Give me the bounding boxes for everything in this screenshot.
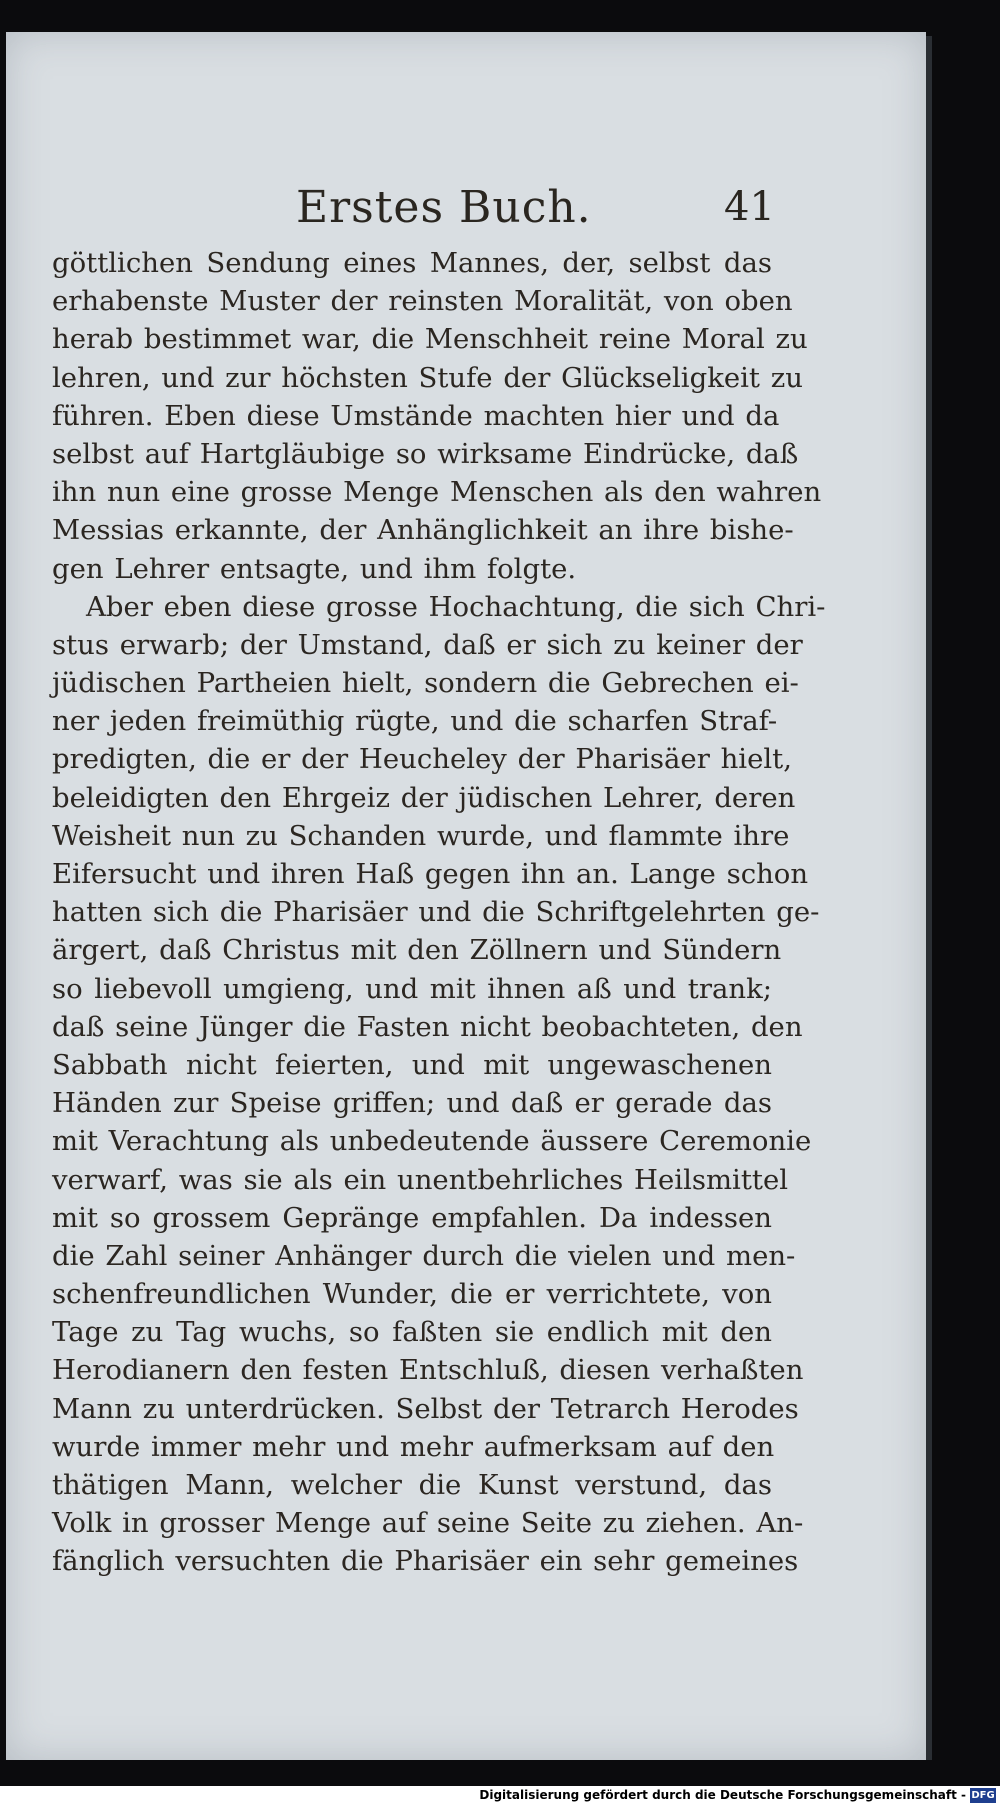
- text-line: predigten, die er der Heucheley der Pharisäer hielt,: [52, 743, 792, 776]
- text-line: göttlichen Sendung eines Mannes, der, selbst das: [52, 247, 772, 279]
- running-title: Erstes Buch.: [296, 182, 592, 233]
- text-line: gen Lehrer entsagte, und ihm folgte.: [52, 552, 577, 585]
- text-line: mit Verachtung als unbedeutende äussere Ceremonie: [52, 1125, 812, 1158]
- text-line: mit so grossem Gepränge empfahlen. Da indessen: [52, 1201, 772, 1234]
- text-line: die Zahl seiner Anhänger durch die vielen und men-: [52, 1239, 796, 1272]
- text-line: schenfreundlichen Wunder, die er verrichtete, von: [52, 1278, 772, 1311]
- text-line: lehren, und zur höchsten Stufe der Glückseligkeit zu: [52, 361, 803, 394]
- body-text: [52, 244, 826, 1581]
- text-line: führen. Eben diese Umstände machten hier und da: [52, 399, 780, 432]
- text-line: Herodianern den festen Entschluß, diesen verhaßten: [52, 1354, 804, 1387]
- text-line: Sabbath nicht feierten, und mit ungewaschenen: [52, 1048, 772, 1081]
- text-line: Tage zu Tag wuchs, so faßten sie endlich mit den: [52, 1316, 772, 1349]
- footer-bar: [0, 1786, 1000, 1806]
- text-line: erhabenste Muster der reinsten Moralität, von oben: [52, 285, 793, 318]
- text-line: verwarf, was sie als ein unentbehrliches Heilsmittel: [52, 1163, 789, 1196]
- text-line: hatten sich die Pharisäer und die Schriftgelehrten ge-: [52, 896, 820, 929]
- page-header: [6, 182, 926, 242]
- text-line: ner jeden freimüthig rügte, und die scharfen Straf-: [52, 705, 778, 738]
- text-line: Weisheit nun zu Schanden wurde, und flammte ihre: [52, 819, 790, 852]
- text-line: jüdischen Partheien hielt, sondern die Gebrechen ei-: [52, 667, 799, 700]
- text-line: ihn nun eine grosse Menge Menschen als den wahren: [52, 476, 822, 509]
- text-line: daß seine Jünger die Fasten nicht beobachteten, den: [52, 1010, 803, 1043]
- text-line: thätigen Mann, welcher die Kunst verstund, das: [52, 1469, 772, 1501]
- text-line: beleidigten den Ehrgeiz der jüdischen Lehrer, deren: [52, 781, 796, 814]
- text-line: stus erwarb; der Umstand, daß er sich zu keiner der: [52, 628, 803, 661]
- text-line: herab bestimmet war, die Menschheit reine Moral zu: [52, 323, 808, 356]
- book-page: [6, 32, 926, 1760]
- text-line: so liebevoll umgieng, und mit ihnen aß und trank;: [52, 972, 772, 1005]
- text-line: Händen zur Speise griffen; und daß er gerade das: [52, 1087, 772, 1120]
- page-number: 41: [724, 184, 775, 230]
- text-line: Eifersucht und ihren Haß gegen ihn an. Lange schon: [52, 858, 809, 890]
- text-line: Aber eben diese grosse Hochachtung, die sich Chri-: [86, 590, 826, 623]
- page-edge: [926, 36, 932, 1760]
- text-line: ärgert, daß Christus mit den Zöllnern und Sündern: [52, 934, 782, 967]
- text-line: Messias erkannte, der Anhänglichkeit an ihre bishe-: [52, 514, 794, 547]
- funding-credit: Digitalisierung gefördert durch die Deutsche Forschungsgemeinschaft -: [479, 1788, 966, 1802]
- text-line: wurde immer mehr und mehr aufmerksam auf den: [52, 1430, 775, 1463]
- text-line: Volk in grosser Menge auf seine Seite zu ziehen. An-: [52, 1507, 804, 1540]
- text-line: Mann zu unterdrücken. Selbst der Tetrarch Herodes: [52, 1392, 799, 1425]
- text-line: selbst auf Hartgläubige so wirksame Eindrücke, daß: [52, 437, 799, 470]
- text-line: fänglich versuchten die Pharisäer ein sehr gemeines: [52, 1545, 799, 1578]
- dfg-logo-icon: DFG: [971, 1790, 995, 1801]
